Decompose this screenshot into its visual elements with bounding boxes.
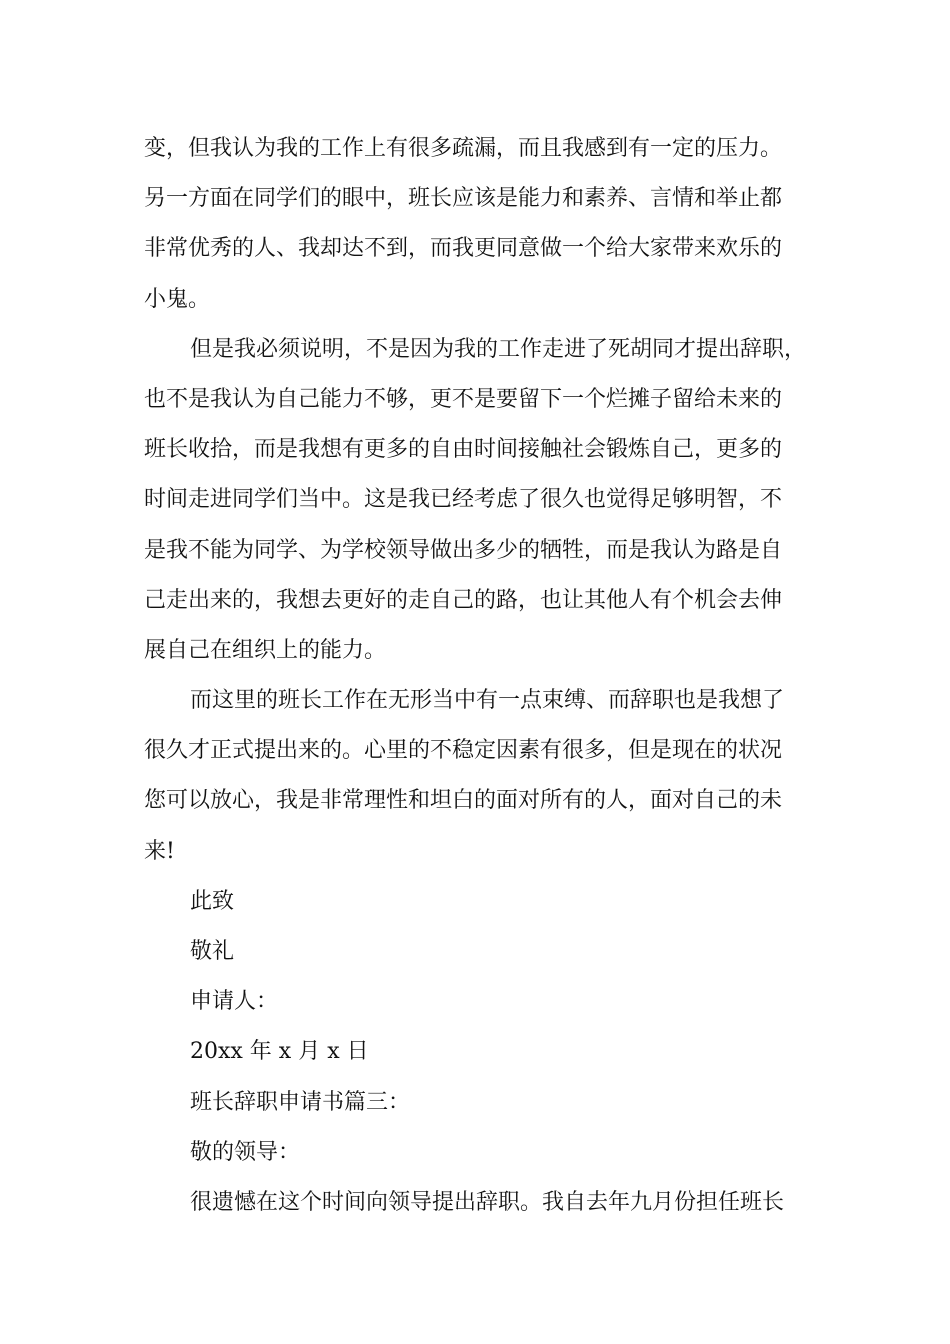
text-line: 己走出来的，我想去更好的走自己的路，也让其他人有个机会去伸 <box>144 587 783 613</box>
applicant-label: 申请人： <box>190 989 279 1015</box>
text-line: 您可以放心，我是非常理性和坦白的面对所有的人，面对自己的未 <box>144 788 783 814</box>
text-line: 班长收拾，而是我想有更多的自由时间接触社会锻炼自己，更多的 <box>144 437 783 463</box>
text-line: 展自己在组织上的能力。 <box>144 637 387 663</box>
text-line: 但是我必须说明，不是因为我的工作走进了死胡同才提出辞职， <box>190 336 807 362</box>
date-line: 20xx 年 x 月 x 日 <box>190 1039 369 1065</box>
text-line: 也不是我认为自己能力不够，更不是要留下一个烂摊子留给未来的 <box>144 386 783 412</box>
salutation: 敬的领导： <box>190 1139 301 1165</box>
text-line: 变，但我认为我的工作上有很多疏漏，而且我感到有一定的压力。 <box>144 136 783 161</box>
text-line: 非常优秀的人、我却达不到，而我更同意做一个给大家带来欢乐的 <box>144 236 783 262</box>
section-heading: 班长辞职申请书篇三： <box>190 1089 411 1115</box>
text-line: 时间走进同学们当中。这是我已经考虑了很久也觉得足够明智，不 <box>144 487 783 513</box>
text-line: 另一方面在同学们的眼中，班长应该是能力和素养、言情和举止都 <box>144 186 783 212</box>
document-body <box>144 124 834 1228</box>
text-line: 来! <box>144 838 175 864</box>
text-line: 很久才正式提出来的。心里的不稳定因素有很多，但是现在的状况 <box>144 738 783 764</box>
text-line: 很遗憾在这个时间向领导提出辞职。我自去年九月份担任班长 <box>190 1189 785 1215</box>
closing-line: 敬礼 <box>190 939 235 964</box>
text-line: 小鬼。 <box>144 286 211 312</box>
text-line: 而这里的班长工作在无形当中有一点束缚、而辞职也是我想了 <box>190 688 785 714</box>
closing-line: 此致 <box>190 888 235 914</box>
text-line: 是我不能为同学、为学校领导做出多少的牺牲，而是我认为路是自 <box>144 537 783 563</box>
